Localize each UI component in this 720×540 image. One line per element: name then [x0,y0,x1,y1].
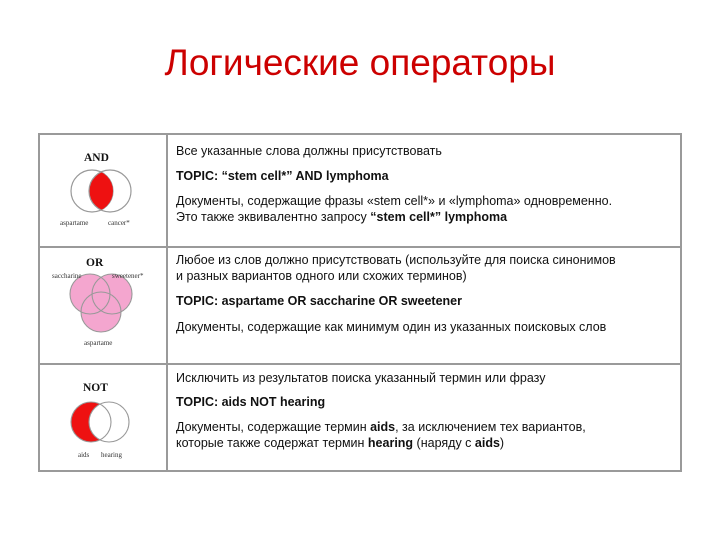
and-operator-label: AND [84,152,109,164]
and-venn-label-left: aspartame [60,219,89,227]
or-operator-label: OR [86,257,104,269]
not-venn-label-left: aids [78,451,90,459]
or-venn-label-left: saccharine [52,272,82,280]
operators-table [38,133,682,472]
not-result-line1-text: Документы, содержащие термин [176,420,371,434]
or-row [40,246,680,363]
and-description: Все указанные слова должны присутствовать [176,144,442,158]
not-result-line2-suffix: ) [499,436,505,450]
not-description: Исключить из результатов поиска указанный термин или фразу [176,371,546,385]
not-venn-label-right: hearing [101,451,122,459]
and-row [40,135,680,246]
not-result-line1-suffix: , за исключением тех вариантов, [395,420,586,434]
not-topic: TOPIC: aids NOT hearing [176,395,326,409]
or-result: Документы, содержащие как минимум один из указанных поисковых слов [176,320,607,334]
not-venn-diagram [40,365,168,470]
not-result-line2-bold2: aids [474,436,500,450]
not-result-line2-bold1: hearing [367,436,414,450]
and-venn-label-right: cancer* [108,219,130,227]
and-topic: TOPIC: “stem cell*” AND lymphoma [176,169,389,183]
not-result-line2 [176,436,504,450]
and-venn-diagram [40,135,168,246]
or-venn-label-right: sweetener* [112,272,144,280]
not-operator-label: NOT [83,382,108,394]
not-row [40,363,680,470]
not-result-line2-mid: (наряду с [413,436,475,450]
or-venn-diagram [40,248,168,363]
and-result-line1: Документы, содержащие фразы «stem cell*» и «lymphoma» одновременно. [176,194,613,208]
and-result-line2-bold: “stem cell*” lymphoma [370,210,508,224]
and-result-line2-text: Это также эквивалентно запросу [176,210,371,224]
or-topic: TOPIC: aspartame OR saccharine OR sweetener [176,294,462,308]
or-description-line2: и разных вариантов одного или схожих терминов) [176,269,467,283]
not-result-line1 [176,420,586,434]
or-description-line1: Любое из слов должно присутствовать (используйте для поиска синонимов [176,253,616,267]
or-venn-label-bottom: aspartame [84,339,113,347]
not-result-line2-text: которые также содержат термин [176,436,368,450]
and-result-line2 [176,210,507,224]
page-title: Логические операторы [164,42,556,83]
not-result-line1-bold: aids [370,420,396,434]
